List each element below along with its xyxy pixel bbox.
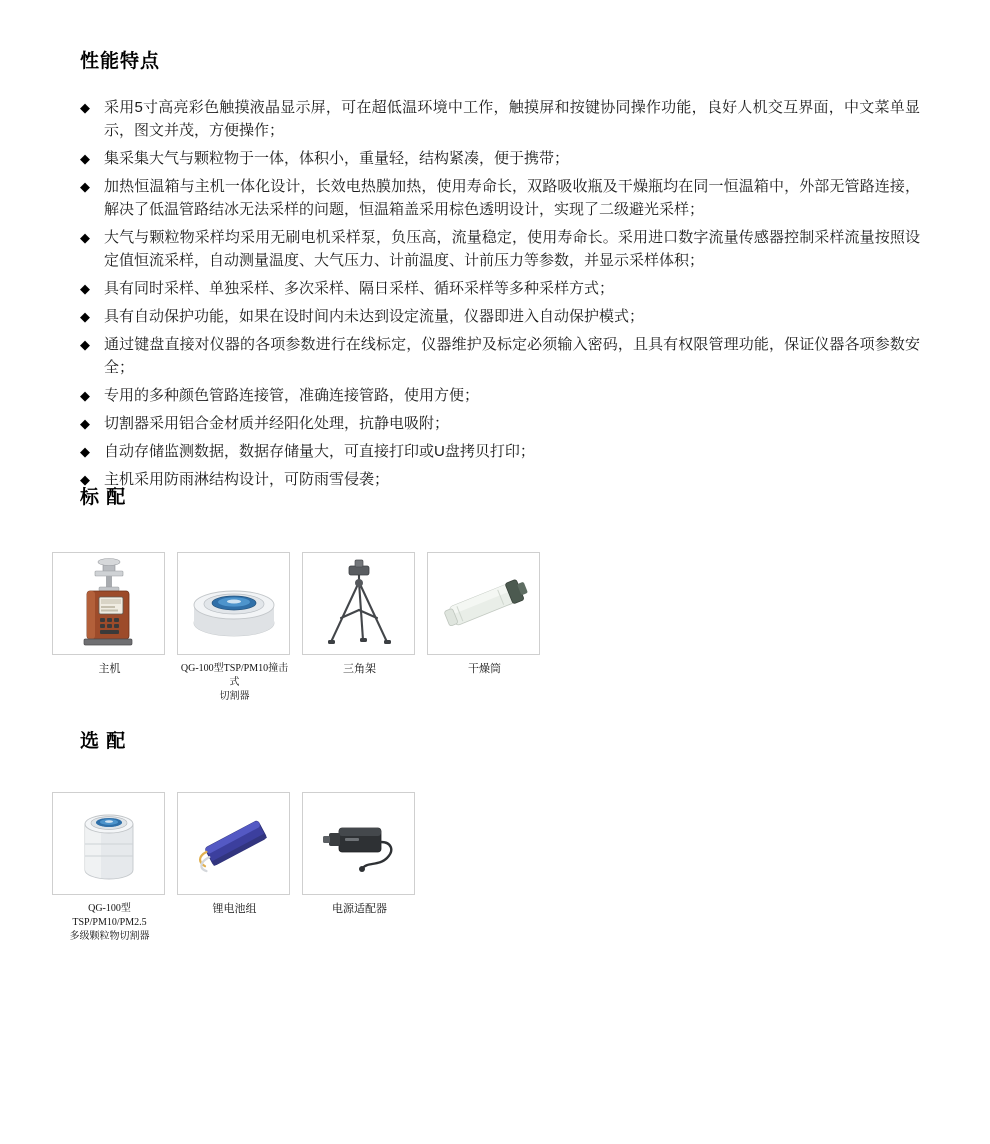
product-caption: [177, 662, 292, 704]
list-item: [80, 277, 920, 300]
multistage-cutter-icon: [61, 798, 157, 890]
product-caption: [177, 902, 292, 916]
product-caption-line2: 多级颗粒物切割器: [69, 931, 150, 942]
list-item-text: 切割器采用铝合金材质并经阳化处理，抗静电吸附；: [104, 415, 450, 432]
list-item: [80, 468, 920, 491]
product-image-frame: [177, 552, 290, 655]
diamond-bullet-icon: ◆: [80, 472, 90, 487]
optional-section-title: 选 配: [80, 731, 127, 752]
list-item-text: 集采集大气与颗粒物于一体，体积小，重量轻，结构紧凑，便于携带；: [104, 150, 570, 167]
list-item-text: 通过键盘直接对仪器的各项参数进行在线标定，仪器维护及标定必须输入密码，且具有权限管理功能，保证仪器各项参数安全；: [104, 336, 920, 376]
tripod-icon: [311, 558, 407, 650]
list-item: [80, 440, 920, 463]
product-caption-line1: 电源适配器: [332, 903, 387, 915]
product-card-multistage-cutter: [52, 792, 167, 944]
product-card-sampler-host: [52, 552, 167, 676]
product-image-frame: [302, 552, 415, 655]
diamond-bullet-icon: ◆: [80, 416, 90, 431]
optional-product-gallery: [52, 792, 427, 944]
product-caption-line1: 主机: [98, 663, 121, 675]
product-caption-line1: 干燥筒: [468, 663, 501, 675]
diamond-bullet-icon: ◆: [80, 230, 90, 245]
list-item: [80, 175, 920, 221]
product-caption: [52, 902, 167, 944]
lithium-battery-icon: [184, 808, 284, 880]
list-item: [80, 96, 920, 142]
list-item-text: 采用5寸高亮彩色触摸液晶显示屏，可在超低温环境中工作，触摸屏和按键协同操作功能，良好人机交互界面，中文菜单显示，图文并茂，方便操作；: [104, 99, 920, 139]
product-image-frame: [302, 792, 415, 895]
product-caption-line1: 锂电池组: [212, 903, 257, 915]
diamond-bullet-icon: ◆: [80, 281, 90, 296]
product-image-frame: [52, 792, 165, 895]
list-item: [80, 384, 920, 407]
product-card-impactor-cutter: [177, 552, 292, 704]
product-card-tripod: [302, 552, 417, 676]
product-card-drying-tube: [427, 552, 542, 676]
product-caption-line1: QG-100型TSP/PM10撞击式: [180, 663, 289, 688]
diamond-bullet-icon: ◆: [80, 309, 90, 324]
drying-tube-icon: [432, 572, 536, 636]
diamond-bullet-icon: ◆: [80, 151, 90, 166]
product-caption: [302, 662, 417, 676]
standard-section-title: 标 配: [80, 487, 127, 508]
standard-product-gallery: [52, 552, 552, 704]
product-caption: [52, 662, 167, 676]
product-caption-line1: QG-100型TSP/PM10/PM2.5: [72, 903, 147, 928]
impactor-cutter-icon: [182, 561, 286, 647]
product-image-frame: [52, 552, 165, 655]
product-caption: [302, 902, 417, 916]
list-item-text: 加热恒温箱与主机一体化设计，长效电热膜加热，使用寿命长，双路吸收瓶及干燥瓶均在同一恒温箱中，外部无管路连接，解决了低温管路结冰无法采样的问题，恒温箱盖采用棕色透明设计，实现了二级避光采样；: [104, 178, 920, 218]
diamond-bullet-icon: ◆: [80, 388, 90, 403]
list-item-text: 主机采用防雨淋结构设计，可防雨雪侵袭；: [104, 471, 390, 488]
performance-section-title: 性能特点: [80, 51, 161, 72]
diamond-bullet-icon: ◆: [80, 444, 90, 459]
list-item-text: 具有自动保护功能，如果在设时间内未达到设定流量，仪器即进入自动保护模式；: [104, 308, 645, 325]
list-item: [80, 147, 920, 170]
diamond-bullet-icon: ◆: [80, 100, 90, 115]
list-item-text: 大气与颗粒物采样均采用无刷电机采样泵，负压高，流量稳定，使用寿命长。采用进口数字流量传感器控制采样流量按照设定值恒流采样，自动测量温度、大气压力、计前温度、计前压力等参数，并显示采样体积；: [104, 229, 920, 269]
power-adapter-icon: [309, 808, 409, 880]
product-caption: [427, 662, 542, 676]
list-item-text: 专用的多种颜色管路连接管，准确连接管路，使用方便；: [104, 387, 480, 404]
product-caption-line1: 三角架: [343, 663, 376, 675]
diamond-bullet-icon: ◆: [80, 179, 90, 194]
performance-feature-list: [80, 96, 920, 496]
product-card-lithium-battery: [177, 792, 292, 916]
product-card-power-adapter: [302, 792, 417, 916]
list-item-text: 自动存储监测数据，数据存储量大，可直接打印或U盘拷贝打印；: [104, 443, 535, 460]
product-image-frame: [177, 792, 290, 895]
list-item: [80, 333, 920, 379]
product-caption-line2: 切割器: [219, 691, 250, 702]
diamond-bullet-icon: ◆: [80, 337, 90, 352]
list-item: [80, 305, 920, 328]
product-image-frame: [427, 552, 540, 655]
list-item: [80, 412, 920, 435]
list-item: [80, 226, 920, 272]
list-item-text: 具有同时采样、单独采样、多次采样、隔日采样、循环采样等多种采样方式；: [104, 280, 615, 297]
sampler-host-icon: [59, 558, 159, 650]
